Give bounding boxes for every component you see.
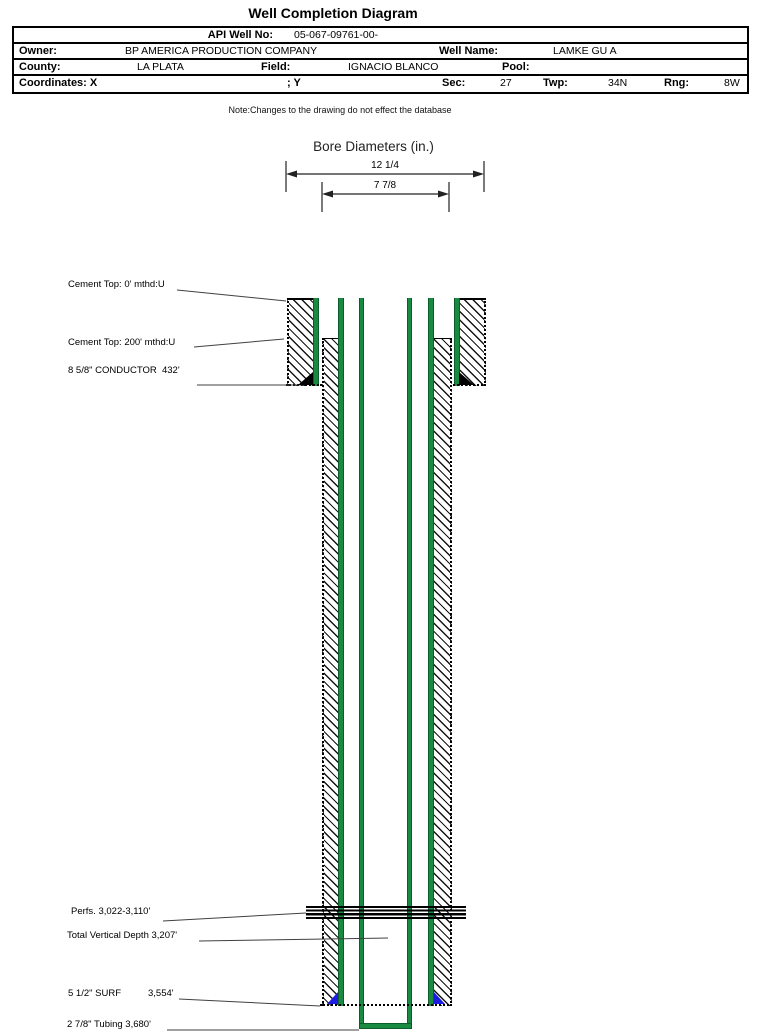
inner-dim-arrow-left — [322, 191, 333, 198]
twp-label: Twp: — [543, 77, 568, 89]
perforation-marks — [306, 906, 466, 920]
cement-top-0-label: Cement Top: 0' mthd:U — [68, 279, 165, 290]
table-row-owner — [14, 44, 747, 60]
total-vertical-depth-label: Total Vertical Depth 3,207' — [67, 930, 178, 941]
conductor-cement-hatch-left — [287, 298, 313, 386]
county-label: County: — [19, 61, 61, 73]
conductor-shoe-line-left — [286, 384, 322, 387]
tubing-bottom-end — [359, 1023, 412, 1029]
rng-value: 8W — [724, 77, 740, 89]
well-name-label: Well Name: — [439, 45, 499, 57]
table-row-county — [14, 60, 747, 76]
page-title: Well Completion Diagram — [248, 5, 418, 21]
sec-value: 27 — [500, 77, 512, 89]
api-well-no-value: 05-067-09761-00- — [294, 29, 379, 41]
pool-label: Pool: — [502, 61, 530, 73]
well-info-table — [12, 26, 749, 94]
bore-diameter-outer-value: 12 1/4 — [371, 160, 399, 171]
bore-diameter-inner-value: 7 7/8 — [373, 180, 397, 191]
twp-value: 34N — [608, 77, 628, 89]
conductor-casing-wall-left — [313, 298, 319, 386]
field-value: IGNACIO BLANCO — [348, 61, 439, 73]
surface-casing-shoe-line — [320, 1004, 452, 1007]
table-row-api — [14, 28, 747, 44]
sec-label: Sec: — [442, 77, 466, 89]
owner-value: BP AMERICA PRODUCTION COMPANY — [125, 45, 318, 57]
conductor-shoe-line-right — [450, 384, 486, 387]
field-label: Field: — [261, 61, 291, 73]
cement-top-200-label: Cement Top: 200' mthd:U — [68, 337, 176, 348]
conductor-cement-hatch-right — [460, 298, 486, 386]
coordinates-y-label: ; Y — [287, 77, 301, 89]
surface-casing-label: 5 1/2" SURF — [68, 988, 122, 999]
tubing-label: 2 7/8" Tubing 3,680' — [67, 1019, 151, 1030]
owner-label: Owner: — [19, 45, 57, 57]
outer-dim-arrow-right — [473, 171, 484, 178]
surface-casing-depth-label: 3,554' — [148, 988, 174, 999]
surface-casing-wall-left — [338, 298, 344, 1006]
county-value: LA PLATA — [137, 61, 184, 73]
inner-dim-arrow-right — [438, 191, 449, 198]
outer-dim-arrow-left — [286, 171, 297, 178]
well-name-value: LAMKE GU A — [553, 45, 617, 57]
conductor-label: 8 5/8" CONDUCTOR 432' — [68, 365, 180, 376]
surface-casing-wall-right — [428, 298, 434, 1006]
bore-diameters-title: Bore Diameters (in.) — [313, 139, 434, 154]
api-well-no-label: API Well No: — [207, 29, 273, 41]
rng-label: Rng: — [664, 77, 690, 89]
database-note: Note:Changes to the drawing do not effect the database — [228, 105, 452, 115]
perfs-label: Perfs. 3,022-3,110' — [71, 906, 151, 917]
table-row-coordinates — [14, 76, 747, 90]
coordinates-label: Coordinates: X — [19, 77, 98, 89]
